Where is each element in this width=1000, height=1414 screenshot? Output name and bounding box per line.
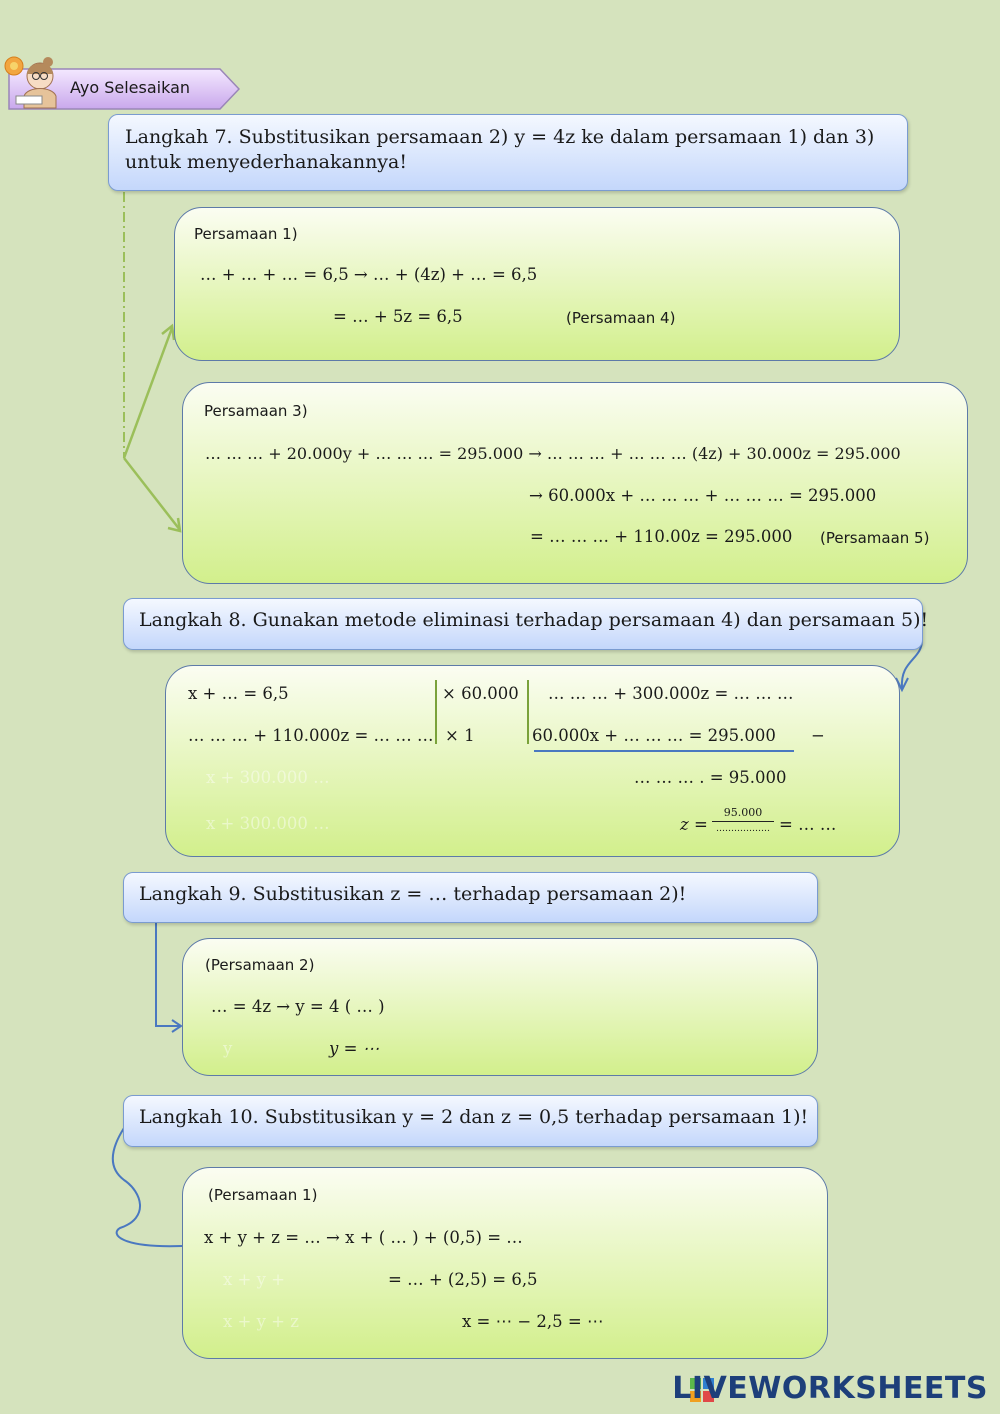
step10-title: Langkah 10. Substitusikan y = 2 dan z = 0,5 terhadap persamaan 1)! bbox=[139, 1106, 809, 1128]
equation3-box bbox=[182, 382, 968, 584]
equation2-faint: y bbox=[223, 1039, 233, 1058]
liveworksheets-brand: LIVEWORKSHEETS bbox=[672, 1371, 988, 1406]
equation3-label: Persamaan 3) bbox=[204, 402, 308, 420]
step8-title-box bbox=[123, 598, 929, 650]
multiplier-bar-left bbox=[435, 680, 437, 744]
equation1-final-box bbox=[182, 1167, 828, 1359]
step7-title-box bbox=[108, 114, 908, 191]
fraction-bar bbox=[712, 821, 774, 822]
step7-title-line1: Langkah 7. Substitusikan persamaan 2) y = 4z ke dalam persamaan 1) dan 3) bbox=[125, 126, 875, 148]
elim-result[interactable]: … … … . = 95.000 bbox=[634, 768, 787, 787]
equation1-final-line2[interactable]: = … + (2,5) = 6,5 bbox=[388, 1270, 538, 1289]
elimination-box bbox=[165, 665, 900, 857]
equation1-line2[interactable]: = … + 5z = 6,5 bbox=[333, 307, 463, 326]
step9-title-box bbox=[123, 872, 818, 923]
elim-multiplier1: × 60.000 bbox=[442, 684, 519, 703]
equation1-label: Persamaan 1) bbox=[194, 225, 298, 243]
equation2-line1[interactable]: … = 4z → y = 4 ( … ) bbox=[211, 997, 385, 1016]
multiplier-bar-right bbox=[527, 680, 529, 744]
elim-left-line1[interactable]: x + … = 6,5 bbox=[188, 684, 289, 703]
equation2-box bbox=[182, 938, 818, 1076]
equation2-label: (Persamaan 2) bbox=[205, 956, 315, 974]
equation3-line3[interactable]: = … … … + 110.00z = 295.000 bbox=[530, 527, 793, 546]
ribbon-title: Ayo Selesaikan bbox=[70, 78, 191, 97]
step9-title: Langkah 9. Substitusikan z = … terhadap persamaan 2)! bbox=[139, 883, 687, 905]
equation1-box bbox=[174, 207, 900, 361]
subtraction-sign: − bbox=[811, 726, 825, 745]
equation1-final-faint2: x + y + bbox=[223, 1270, 286, 1289]
elim-right-line1[interactable]: … … … + 300.000z = … … … bbox=[548, 684, 794, 703]
equation3-line2[interactable]: → 60.000x + … … … + … … … = 295.000 bbox=[529, 486, 877, 505]
z-fraction-prefix: z = bbox=[680, 815, 708, 834]
z-denominator[interactable]: ……………… bbox=[716, 824, 770, 834]
elim-faint-line2: x + 300.000 … bbox=[206, 814, 330, 833]
elim-faint-line1: x + 300.000 … bbox=[206, 768, 330, 787]
equation5-note: (Persamaan 5) bbox=[820, 529, 930, 547]
equation4-note: (Persamaan 4) bbox=[566, 309, 676, 327]
equation1-final-label: (Persamaan 1) bbox=[208, 1186, 318, 1204]
z-fraction bbox=[712, 806, 774, 835]
z-numerator: 95.000 bbox=[723, 806, 763, 819]
equation2-line2[interactable]: y = ⋯ bbox=[329, 1039, 380, 1058]
equation1-final-line3[interactable]: x = ⋯ − 2,5 = ⋯ bbox=[462, 1312, 604, 1331]
elim-multiplier2: × 1 bbox=[445, 726, 475, 745]
elim-left-line2[interactable]: … … … + 110.000z = … … … bbox=[188, 726, 434, 745]
equation1-final-faint3: x + y + z bbox=[223, 1312, 299, 1331]
girl-mascot-icon bbox=[2, 52, 62, 110]
equation1-final-line1[interactable]: x + y + z = … → x + ( … ) + (0,5) = … bbox=[204, 1228, 523, 1247]
step10-title-box bbox=[123, 1095, 818, 1147]
elim-right-line2[interactable]: 60.000x + … … … = 295.000 bbox=[532, 726, 776, 745]
z-fraction-suffix[interactable]: = … … bbox=[779, 815, 837, 834]
equation1-line1[interactable]: … + … + … = 6,5 → … + (4z) + … = 6,5 bbox=[200, 265, 538, 284]
step7-title-line2: untuk menyederhanakannya! bbox=[125, 151, 408, 173]
subtraction-underline bbox=[534, 750, 794, 752]
equation3-line1[interactable]: … … … + 20.000y + … … … = 295.000 → … … … + … … … (4z) + 30.000z = 295.000 bbox=[205, 444, 901, 463]
step8-title: Langkah 8. Gunakan metode eliminasi terhadap persamaan 4) dan persamaan 5)! bbox=[139, 609, 929, 631]
